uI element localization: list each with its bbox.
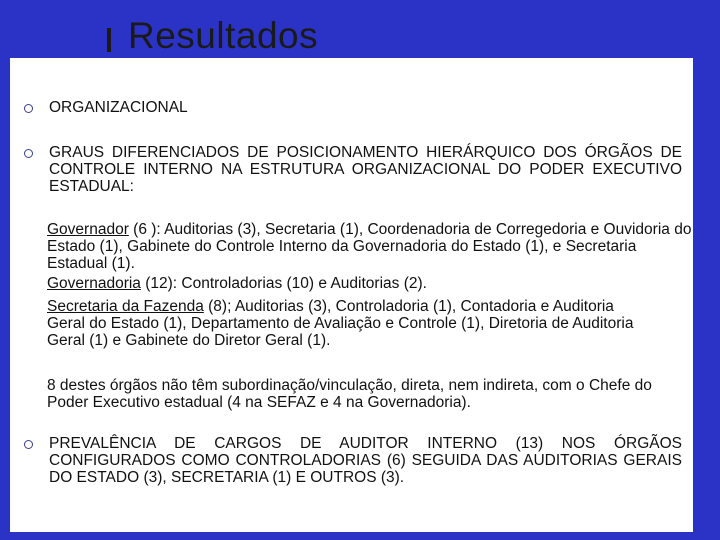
detail-text: (8); Auditorias (3), Controladoria (1), Contadoria e Auditoria Geral do Estado (1), Departamento de Avaliação e Controle (1), Diretoria de Auditoria Geral (1) e Gabinete do Diretor Geral (1). [47,298,634,349]
bullet-circle-icon [24,440,33,449]
bullet-organizacional: ORGANIZACIONAL [49,99,188,116]
detail-label: Secretaria da Fazenda [47,298,204,315]
bullet-circle-icon [24,104,33,113]
title-bar [0,0,720,58]
detail-text: (12): Controladorias (10) e Auditorias (2). [140,275,427,292]
bullet-prevalencia: PREVALÊNCIA DE CARGOS DE AUDITOR INTERNO (13) NOS ÓRGÃOS CONFIGURADOS COMO CONTROLADORIAS (6) SEGUIDA DAS AUDITORIAS GERAIS DO ESTADO (3), SECRETARIA (1) E OUTROS (3). [49,435,682,486]
detail-text: (6 ): Auditorias (3), Secretaria (1), Coordenadoria de Corregedoria e Ouvidoria do Estado (1), Gabinete do Controle Interno da Governadoria do Estado (1), e Secretaria Estadual (1). [47,221,692,272]
bullet-circle-icon [24,149,33,158]
note-subordinacao: 8 destes órgãos não têm subordinação/vinculação, direta, nem indireta, com o Chefe do Poder Executivo estadual (4 na SEFAZ e 4 na Governadoria). [47,377,652,411]
detail-label: Governadoria [47,275,141,292]
slide-title: Resultados [128,15,319,56]
content-panel [10,58,693,532]
detail-label: Governador [47,221,129,238]
detail-governador [47,221,692,272]
detail-secretaria-fazenda [47,298,647,349]
title-accent-mark [107,28,111,52]
bullet-graus-diferenciados: GRAUS DIFERENCIADOS DE POSICIONAMENTO HIERÁRQUICO DOS ÓRGÃOS DE CONTROLE INTERNO NA ESTRUTURA ORGANIZACIONAL DO PODER EXECUTIVO ESTADUAL: [49,144,682,195]
detail-governadoria [47,275,692,292]
